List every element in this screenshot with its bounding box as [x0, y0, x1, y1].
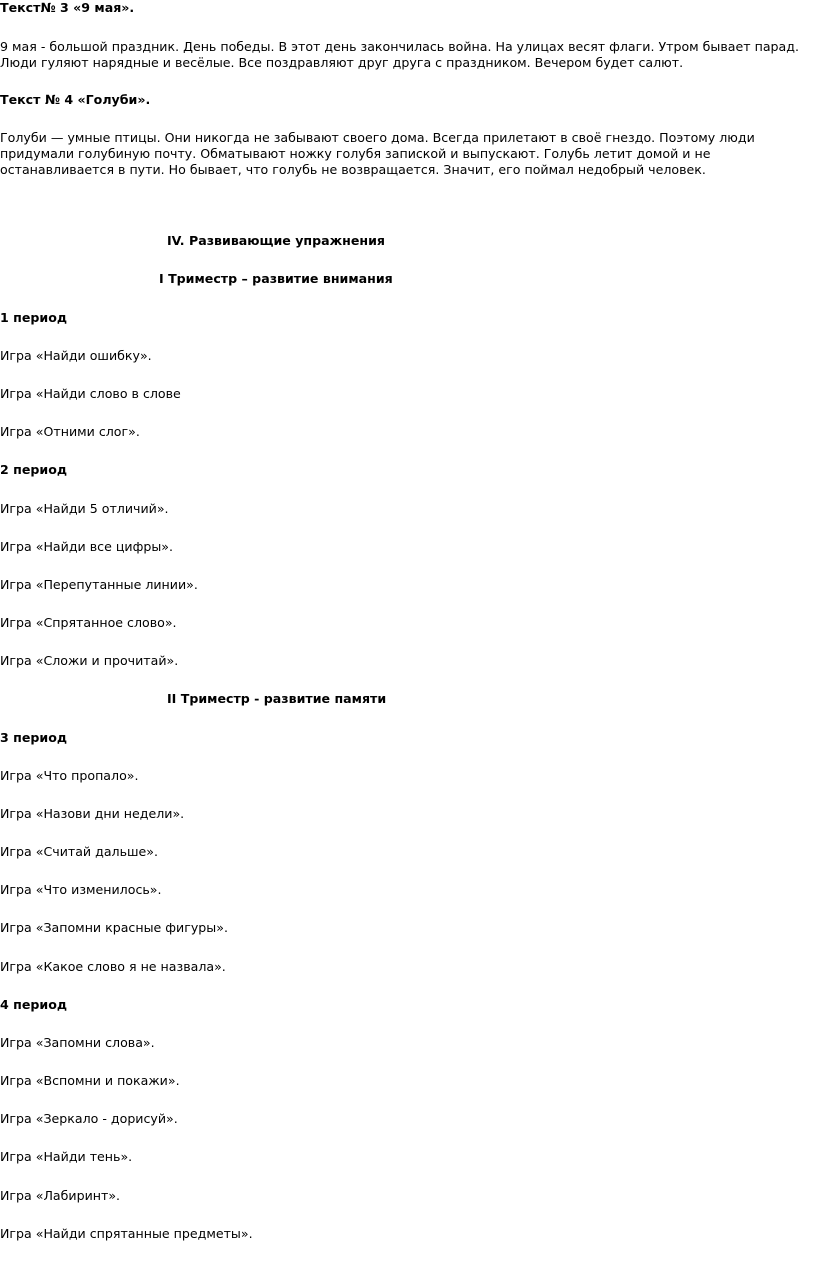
game-item: Игра «Какое слово я не назвала».: [0, 959, 226, 974]
game-item: Игра «Перепутанные линии».: [0, 577, 198, 592]
game-item: Игра «Зеркало - дорисуй».: [0, 1111, 178, 1126]
game-item: Игра «Отними слог».: [0, 424, 140, 439]
period3-title: 3 период: [0, 730, 68, 745]
trimester2-title: II Триместр - развитие памяти: [167, 691, 387, 706]
game-item: Игра «Что пропало».: [0, 768, 139, 783]
game-item: Игра «Найди тень».: [0, 1149, 133, 1164]
text3-heading: Текст№ 3 «9 мая».: [0, 0, 135, 15]
game-item: Игра «Назови дни недели».: [0, 806, 185, 821]
game-item: Игра «Запомни слова».: [0, 1035, 155, 1050]
game-item: Игра «Вспомни и покажи».: [0, 1073, 180, 1088]
text4-heading: Текст № 4 «Голуби».: [0, 92, 151, 107]
period2-title: 2 период: [0, 462, 68, 477]
section-title: IV. Развивающие упражнения: [167, 233, 386, 248]
game-item: Игра «Сложи и прочитай».: [0, 653, 179, 668]
game-item: Игра «Спрятанное слово».: [0, 615, 177, 630]
game-item: Игра «Запомни красные фигуры».: [0, 920, 228, 935]
period1-title: 1 период: [0, 310, 68, 325]
period4-title: 4 период: [0, 997, 68, 1012]
text4-body: Голуби — умные птицы. Они никогда не забывают своего дома. Всегда прилетают в своё гнездо. Поэтому люди придумали голубиную почту. Обматывают ножку голубя запиской и выпускают. Голубь летит домой и не останавливается в пути. Но бывает, что голубь не возвращается. Значит, его поймал недобрый человек.: [0, 130, 755, 177]
game-item: Игра «Найди спрятанные предметы».: [0, 1226, 253, 1241]
game-item: Игра «Найди 5 отличий».: [0, 501, 169, 516]
game-item: Игра «Что изменилось».: [0, 882, 162, 897]
game-item: Игра «Считай дальше».: [0, 844, 158, 859]
game-item: Игра «Лабиринт».: [0, 1188, 121, 1203]
game-item: Игра «Найди все цифры».: [0, 539, 173, 554]
game-item: Игра «Найди ошибку».: [0, 348, 152, 363]
text3-body: 9 мая - большой праздник. День победы. В этот день закончилась война. На улицах весят флаги. Утром бывает парад. Люди гуляют нарядные и весёлые. Все поздравляют друг друга с праздником. Вечером будет салют.: [0, 39, 799, 70]
trimester1-title: I Триместр – развитие внимания: [159, 271, 393, 286]
game-item: Игра «Найди слово в слове: [0, 386, 181, 401]
